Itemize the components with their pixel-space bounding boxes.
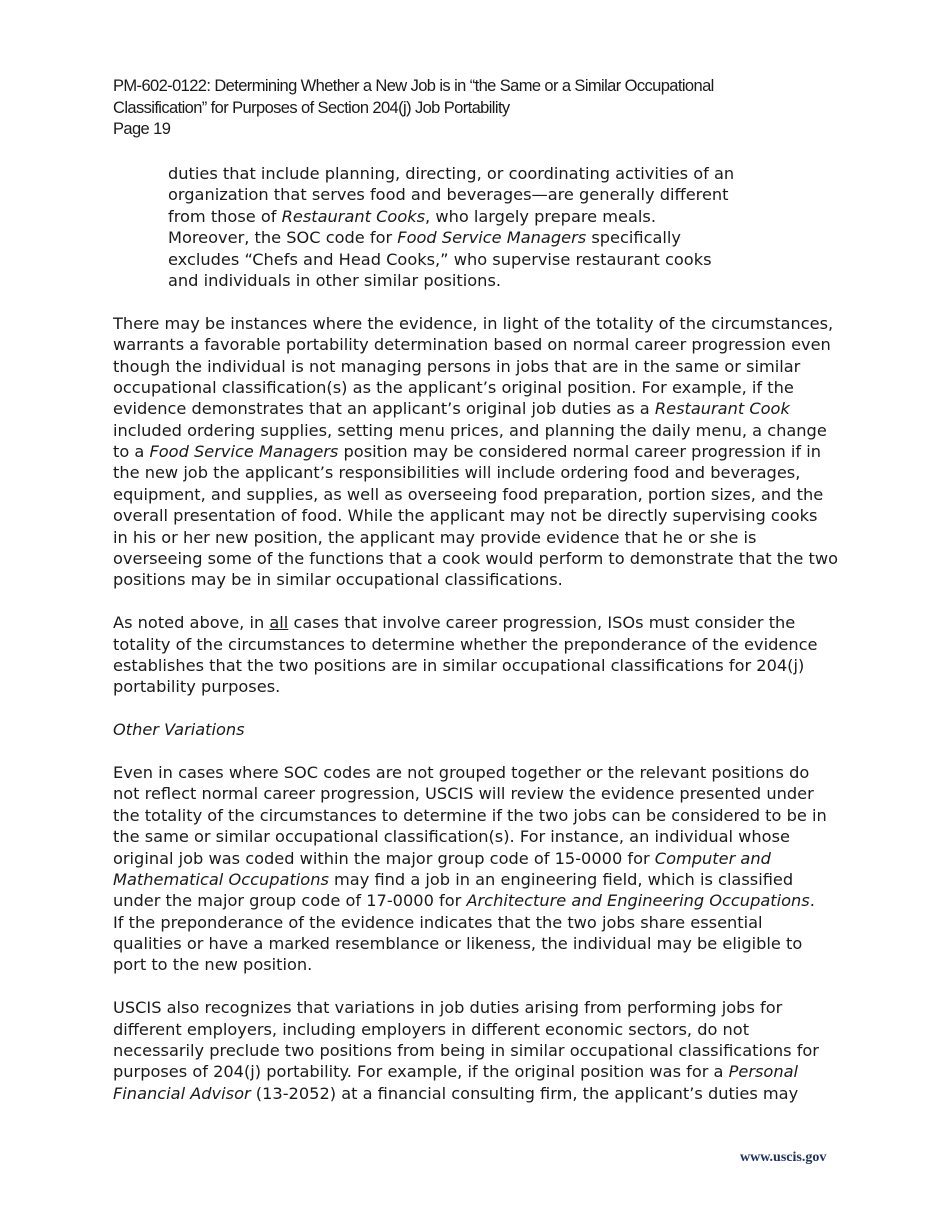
- paragraph-career-progression: [113, 313, 848, 591]
- document-body: [113, 163, 848, 1104]
- block-quote: [168, 163, 768, 291]
- document-title-line-2: Classification” for Purposes of Section 204(j) Job Portability: [113, 98, 510, 117]
- text-line: overseeing some of the functions that a cook would perform to demonstrate that the two: [113, 549, 838, 569]
- text-line: though the individual is not managing persons in jobs that are in the same or similar: [113, 356, 801, 376]
- page-header: [113, 76, 853, 141]
- job-title-restaurant-cooks: Restaurant Cooks: [281, 206, 426, 226]
- text-line: not reflect normal career progression, USCIS will review the evidence presented under: [113, 784, 814, 804]
- text-line: the same or similar occupational classification(s). For instance, an individual whose: [113, 827, 790, 847]
- job-title-food-service-managers: Food Service Managers: [397, 228, 587, 248]
- text-line: USCIS also recognizes that variations in job duties arising from performing jobs for: [113, 998, 783, 1018]
- text-line: original job was coded within the major group code of 15-0000 for Computer and: [113, 848, 771, 868]
- text-line: Even in cases where SOC codes are not grouped together or the relevant positions do: [113, 762, 810, 782]
- text-line: purposes of 204(j) portability. For example, if the original position was for a Personal: [113, 1062, 799, 1082]
- text-line: warrants a favorable portability determination based on normal career progression even: [113, 335, 831, 355]
- underlined-all: all: [269, 613, 289, 633]
- text-line: different employers, including employers in different economic sectors, do not: [113, 1019, 750, 1039]
- footer-website-link[interactable]: www.uscis.gov: [740, 1150, 827, 1165]
- page-number: Page 19: [113, 120, 171, 138]
- text-line: totality of the circumstances to determine whether the preponderance of the evidence: [113, 634, 818, 654]
- text-line: qualities or have a marked resemblance or likeness, the individual may be eligible to: [113, 934, 803, 954]
- section-heading-other-variations: Other Variations: [113, 720, 245, 740]
- text-line: portability purposes.: [113, 677, 281, 697]
- text-line: and individuals in other similar positions.: [168, 270, 502, 290]
- text-line: establishes that the two positions are in similar occupational classifications for 204(j): [113, 655, 805, 675]
- text-line: Mathematical Occupations may find a job in an engineering field, which is classified: [113, 869, 794, 889]
- text-line: equipment, and supplies, as well as overseeing food preparation, portion sizes, and the: [113, 484, 824, 504]
- text-line: occupational classification(s) as the applicant’s original position. For example, if the: [113, 377, 794, 397]
- text-line: overall presentation of food. While the applicant may not be directly supervising cooks: [113, 506, 818, 526]
- text-line: under the major group code of 17-0000 for Architecture and Engineering Occupations.: [113, 891, 815, 911]
- text-line: necessarily preclude two positions from being in similar occupational classifications for: [113, 1041, 819, 1061]
- text-line: There may be instances where the evidence, in light of the totality of the circumstances,: [113, 313, 834, 333]
- paragraph-soc-codes: [113, 762, 848, 976]
- text-line: included ordering supplies, setting menu prices, and planning the daily menu, a change: [113, 420, 827, 440]
- text-line: duties that include planning, directing, or coordinating activities of an: [168, 164, 735, 183]
- text-line: As noted above, in all cases that involve career progression, ISOs must consider the: [113, 613, 796, 633]
- document-title-line-1: PM-602-0122: Determining Whether a New Job is in “the Same or a Similar Occupational: [113, 77, 714, 95]
- text-line: Moreover, the SOC code for Food Service Managers specifically: [168, 228, 681, 248]
- text-line: evidence demonstrates that an applicant’s original job duties as a Restaurant Cook: [113, 399, 790, 419]
- text-line: the new job the applicant’s responsibilities will include ordering food and beverages,: [113, 463, 801, 483]
- text-line: in his or her new position, the applicant may provide evidence that he or she is: [113, 527, 757, 547]
- text-line: If the preponderance of the evidence indicates that the two jobs share essential: [113, 912, 763, 932]
- text-line: to a Food Service Managers position may be considered normal career progression if in: [113, 442, 821, 462]
- text-line: Financial Advisor (13-2052) at a financial consulting firm, the applicant’s duties may: [113, 1083, 799, 1103]
- paragraph-job-duty-variations: [113, 997, 848, 1104]
- text-line: excludes “Chefs and Head Cooks,” who supervise restaurant cooks: [168, 249, 712, 269]
- text-line: the totality of the circumstances to determine if the two jobs can be considered to be in: [113, 805, 827, 825]
- text-line: from those of Restaurant Cooks, who largely prepare meals.: [168, 206, 656, 226]
- job-title-food-service-managers: Food Service Managers: [149, 442, 339, 462]
- text-line: organization that serves food and beverages—are generally different: [168, 185, 729, 205]
- text-line: positions may be in similar occupational classifications.: [113, 570, 563, 590]
- text-line: port to the new position.: [113, 955, 313, 975]
- job-title-restaurant-cook: Restaurant Cook: [654, 399, 790, 419]
- paragraph-totality: [113, 612, 848, 698]
